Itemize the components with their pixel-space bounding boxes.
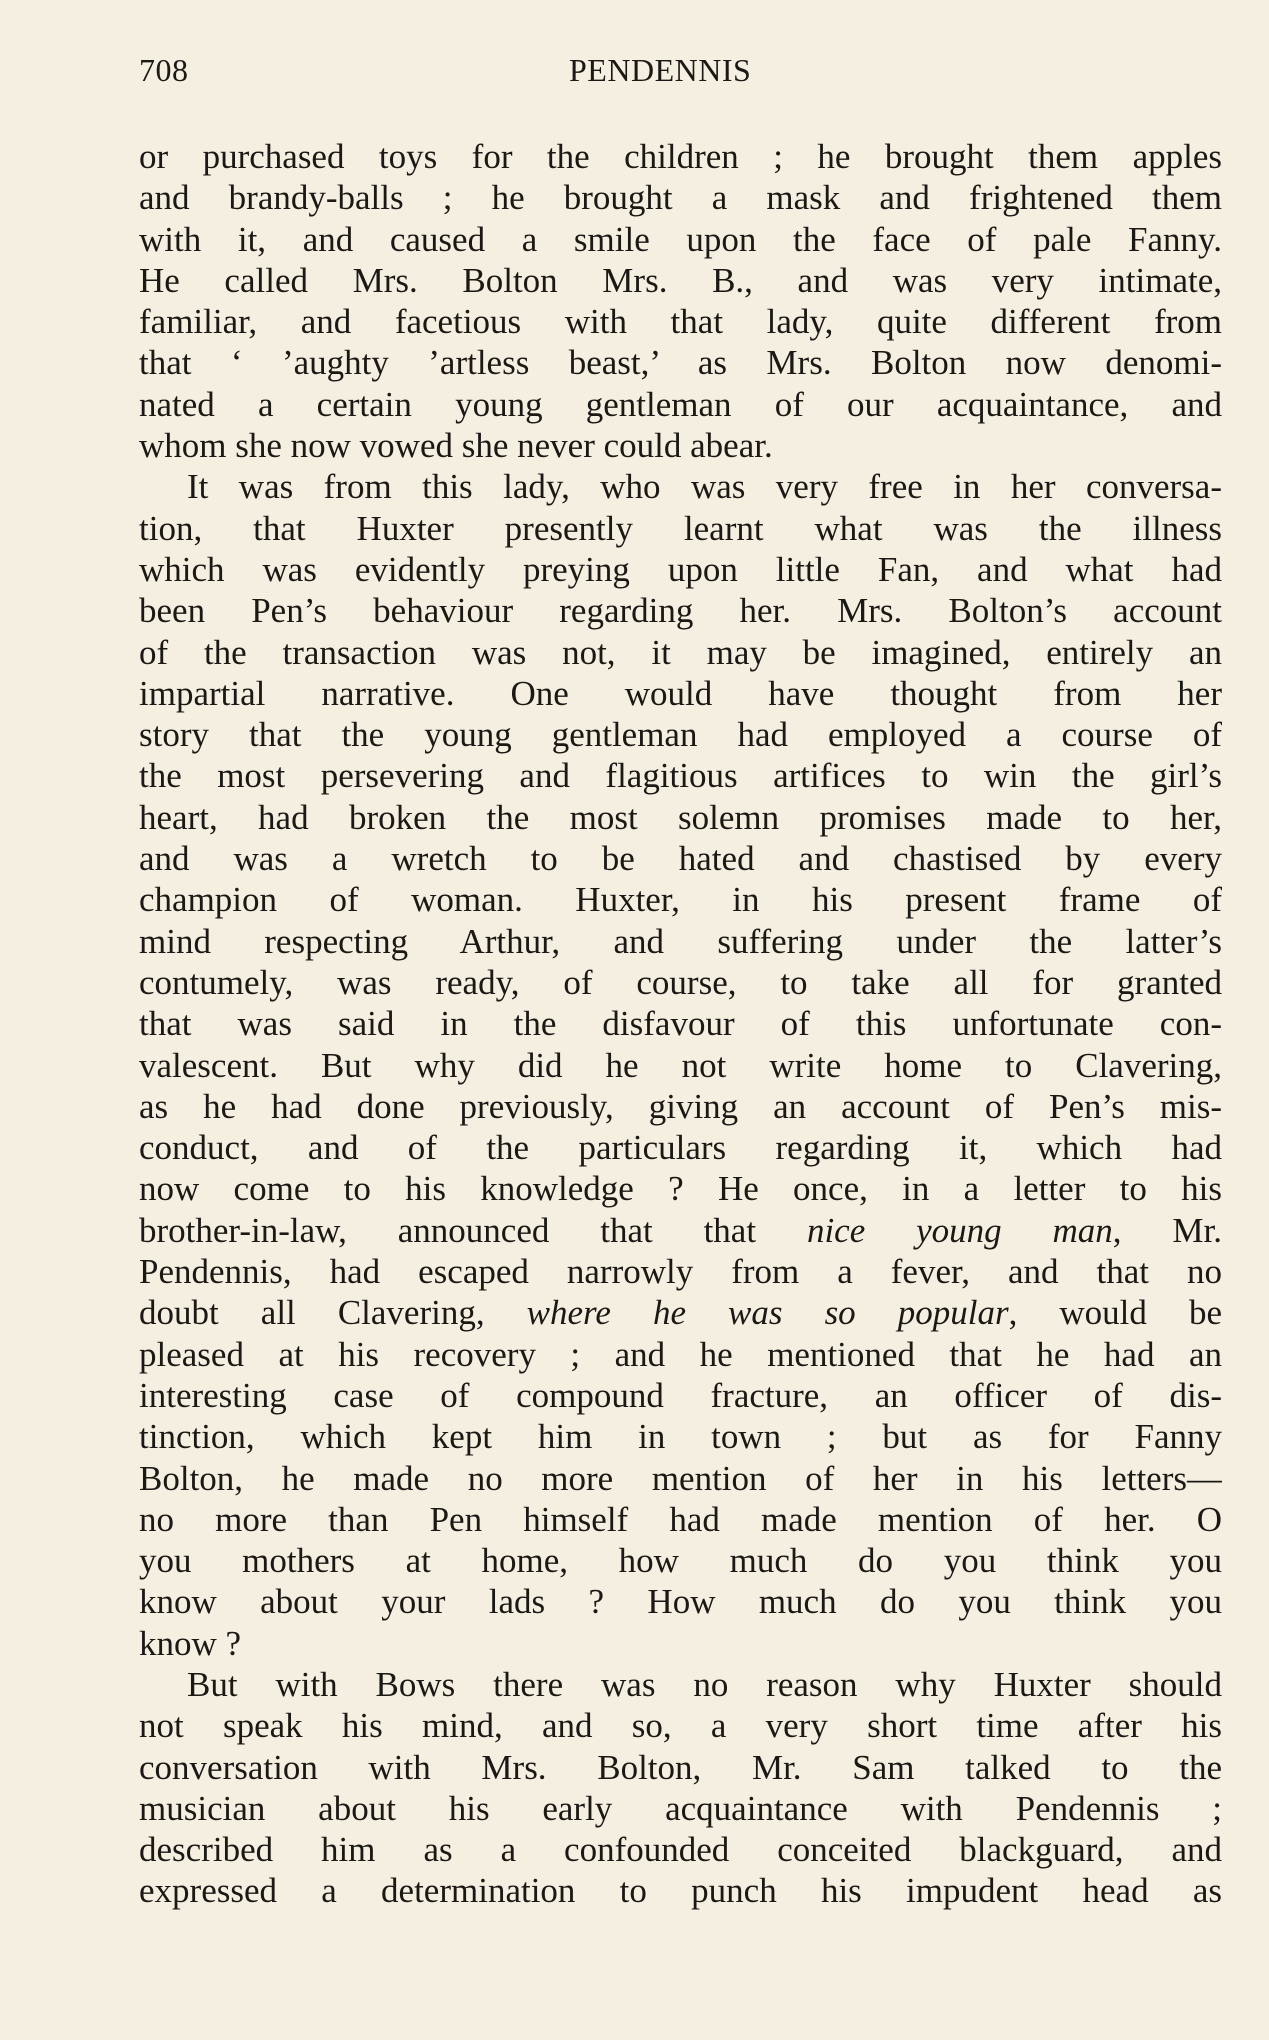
text-line: tion, that Huxter presently learnt what was the illness: [139, 508, 1222, 548]
text-line: [139, 1210, 1222, 1251]
text-line: that was said in the disfavour of this unfortunate con-: [139, 1004, 1222, 1044]
text-line: that ‘ ’aughty ’artless beast,’ as Mrs. Bolton now denomi-: [139, 343, 1222, 383]
text-line: you mothers at home, how much do you think you: [139, 1541, 1222, 1581]
text-line: Bolton, he made no more mention of her in his letters—: [139, 1458, 1222, 1498]
text-line: interesting case of compound fracture, an officer of dis-: [139, 1375, 1222, 1415]
text-line: But with Bows there was no reason why Huxter should: [187, 1664, 1222, 1704]
text-line: the most persevering and flagitious artifices to win the girl’s: [139, 756, 1222, 796]
page-header: [139, 52, 1222, 102]
text-line: Pendennis, had escaped narrowly from a fever, and that no: [139, 1252, 1222, 1292]
text-line: as he had done previously, giving an account of Pen’s mis-: [139, 1086, 1222, 1126]
text-line: impartial narrative. One would have thought from her: [139, 673, 1222, 713]
running-title: PENDENNIS: [569, 52, 752, 88]
text-line: know about your lads ? How much do you think you: [139, 1582, 1222, 1622]
text-line: been Pen’s behaviour regarding her. Mrs. Bolton’s account: [139, 591, 1222, 631]
text-line: pleased at his recovery ; and he mentioned that he had an: [139, 1334, 1222, 1374]
text-line: which was evidently preying upon little Fan, and what had: [139, 549, 1222, 589]
text-line: [139, 1292, 1222, 1333]
text-line: expressed a determination to punch his impudent head as: [139, 1871, 1222, 1911]
text-line: musician about his early acquaintance with Pendennis ;: [139, 1788, 1222, 1828]
text-line: conversation with Mrs. Bolton, Mr. Sam talked to the: [139, 1747, 1222, 1787]
text-segment: doubt all Clavering,: [139, 1293, 527, 1333]
italic-phrase: nice young man: [806, 1210, 1113, 1250]
page-number: 708: [139, 52, 189, 88]
italic-phrase: where he was so popular: [526, 1293, 1009, 1333]
text-segment: , would be: [1008, 1293, 1222, 1333]
text-segment: , Mr.: [1112, 1210, 1222, 1250]
text-line: champion of woman. Huxter, in his present frame of: [139, 880, 1222, 920]
body-text: [139, 136, 1222, 1912]
text-line: know ?: [139, 1623, 242, 1663]
text-line: described him as a confounded conceited blackguard, and: [139, 1830, 1222, 1870]
text-line: conduct, and of the particulars regarding it, which had: [139, 1128, 1222, 1168]
text-line: and was a wretch to be hated and chastised by every: [139, 839, 1222, 879]
text-segment: brother-in-law, announced that that: [139, 1210, 807, 1250]
text-line: no more than Pen himself had made mention of her. O: [139, 1499, 1222, 1539]
text-line: of the transaction was not, it may be imagined, entirely an: [139, 632, 1222, 672]
text-line: It was from this lady, who was very free in her conversa-: [187, 467, 1222, 507]
text-line: or purchased toys for the children ; he brought them apples: [139, 137, 1222, 176]
text-line: with it, and caused a smile upon the face of pale Fanny.: [139, 219, 1222, 259]
text-line: valescent. But why did he not write home to Clavering,: [139, 1045, 1222, 1085]
text-line: not speak his mind, and so, a very short time after his: [139, 1706, 1222, 1746]
text-line: contumely, was ready, of course, to take all for granted: [139, 962, 1222, 1002]
text-line: tinction, which kept him in town ; but as for Fanny: [139, 1417, 1222, 1457]
text-line: He called Mrs. Bolton Mrs. B., and was very intimate,: [139, 260, 1222, 300]
text-line: mind respecting Arthur, and suffering under the latter’s: [139, 921, 1222, 961]
text-line: whom she now vowed she never could abear.: [139, 426, 773, 466]
text-line: now come to his knowledge ? He once, in a letter to his: [139, 1169, 1222, 1209]
text-line: nated a certain young gentleman of our acquaintance, and: [139, 384, 1222, 424]
text-line: familiar, and facetious with that lady, quite different from: [139, 302, 1222, 342]
text-line: and brandy-balls ; he brought a mask and frightened them: [139, 178, 1222, 218]
text-line: story that the young gentleman had employed a course of: [139, 715, 1222, 755]
text-line: heart, had broken the most solemn promises made to her,: [139, 797, 1222, 837]
